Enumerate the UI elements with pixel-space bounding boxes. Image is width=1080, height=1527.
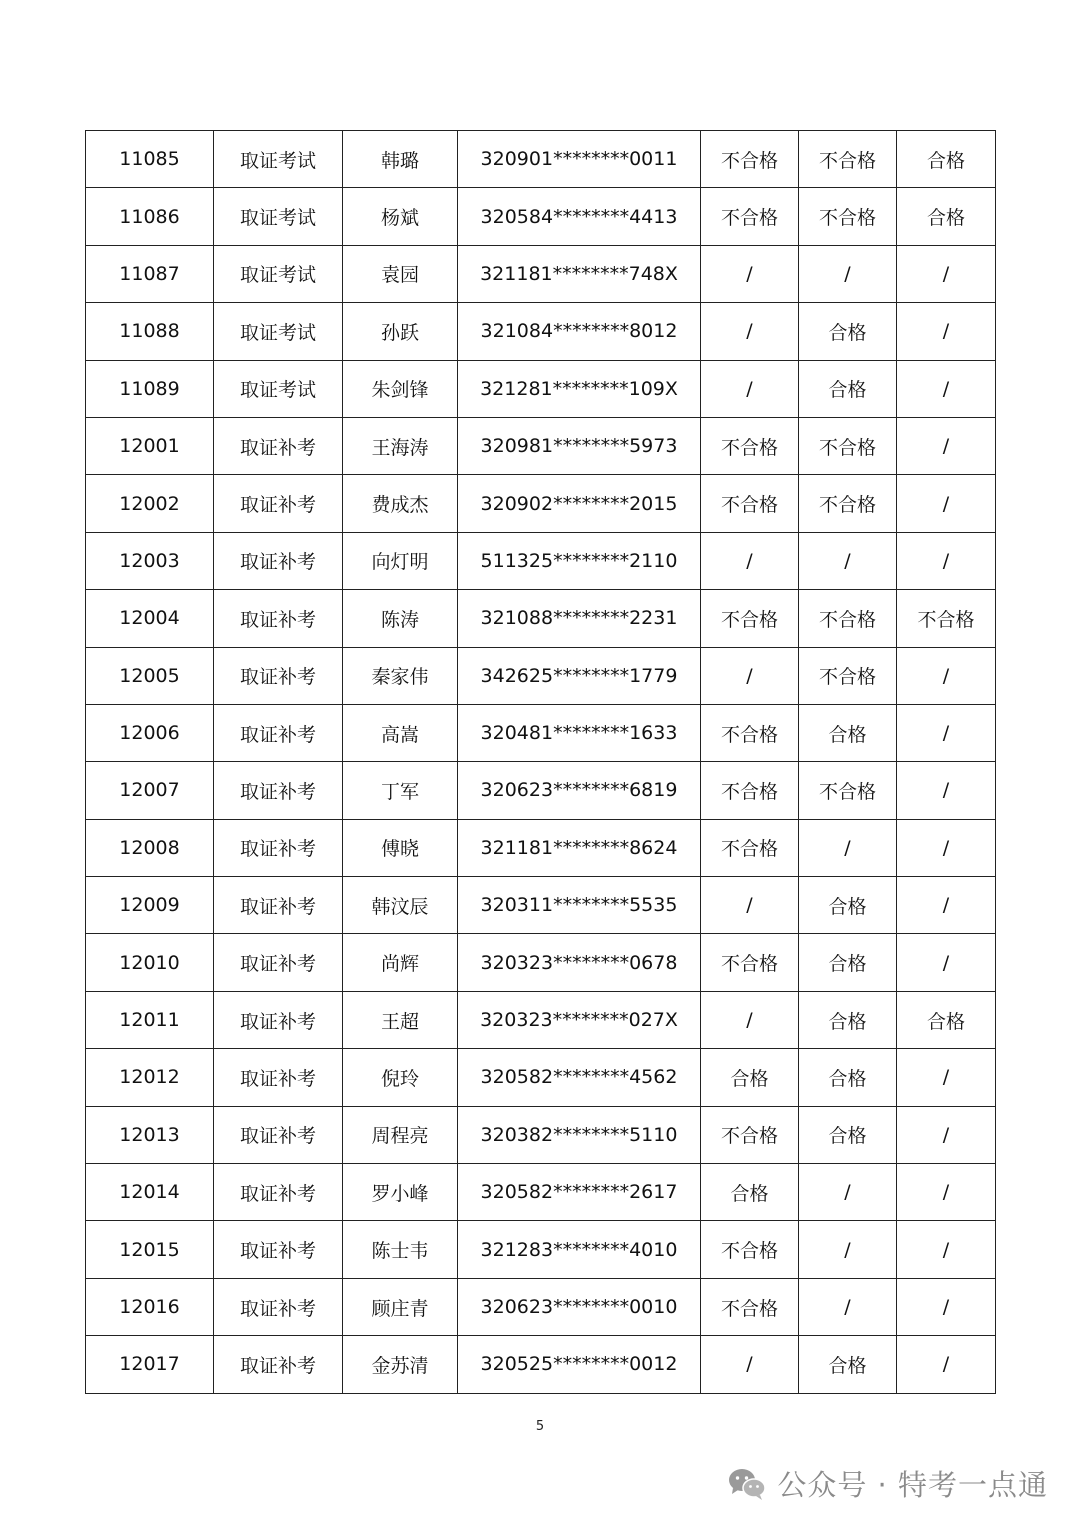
id-number-cell: 321084********8012 [458, 303, 701, 360]
id-number-cell: 320525********0012 [458, 1336, 701, 1393]
id-number-cell: 320981********5973 [458, 417, 701, 474]
name-cell: 金苏清 [343, 1336, 458, 1393]
table-row [86, 532, 996, 589]
table-row [86, 1336, 996, 1393]
exam-number-cell: 11085 [86, 131, 214, 188]
result-1-cell: 不合格 [701, 1221, 799, 1278]
result-3-cell: / [897, 360, 996, 417]
result-3-cell: 合格 [897, 188, 996, 245]
result-1-cell: 不合格 [701, 762, 799, 819]
result-3-cell: 不合格 [897, 590, 996, 647]
result-1-cell: 不合格 [701, 934, 799, 991]
wechat-icon [727, 1467, 767, 1501]
result-3-cell: / [897, 762, 996, 819]
id-number-cell: 320582********4562 [458, 1049, 701, 1106]
watermark [727, 1463, 1048, 1504]
exam-number-cell: 12015 [86, 1221, 214, 1278]
id-number-cell: 320382********5110 [458, 1106, 701, 1163]
result-3-cell: / [897, 934, 996, 991]
table-row [86, 303, 996, 360]
table-row [86, 590, 996, 647]
exam-type-cell: 取证补考 [214, 1336, 343, 1393]
result-2-cell: 不合格 [799, 647, 897, 704]
exam-type-cell: 取证补考 [214, 532, 343, 589]
result-2-cell: 合格 [799, 1049, 897, 1106]
exam-number-cell: 12009 [86, 877, 214, 934]
name-cell: 丁军 [343, 762, 458, 819]
result-2-cell: 合格 [799, 704, 897, 761]
exam-number-cell: 12007 [86, 762, 214, 819]
results-table-body [86, 131, 996, 1394]
result-1-cell: 不合格 [701, 188, 799, 245]
name-cell: 向灯明 [343, 532, 458, 589]
exam-type-cell: 取证补考 [214, 475, 343, 532]
result-3-cell: / [897, 1106, 996, 1163]
result-1-cell: / [701, 532, 799, 589]
exam-type-cell: 取证补考 [214, 1221, 343, 1278]
result-3-cell: / [897, 1221, 996, 1278]
table-row [86, 417, 996, 474]
table-row [86, 1278, 996, 1335]
exam-type-cell: 取证补考 [214, 704, 343, 761]
name-cell: 孙跃 [343, 303, 458, 360]
name-cell: 秦家伟 [343, 647, 458, 704]
id-number-cell: 321283********4010 [458, 1221, 701, 1278]
result-1-cell: 不合格 [701, 819, 799, 876]
result-3-cell: / [897, 303, 996, 360]
result-2-cell: 合格 [799, 934, 897, 991]
exam-type-cell: 取证补考 [214, 647, 343, 704]
id-number-cell: 320582********2617 [458, 1164, 701, 1221]
name-cell: 王海涛 [343, 417, 458, 474]
table-row [86, 877, 996, 934]
id-number-cell: 320481********1633 [458, 704, 701, 761]
result-2-cell: 不合格 [799, 590, 897, 647]
exam-type-cell: 取证补考 [214, 590, 343, 647]
exam-type-cell: 取证考试 [214, 303, 343, 360]
page-number: 5 [535, 1419, 545, 1434]
exam-type-cell: 取证考试 [214, 188, 343, 245]
result-3-cell: / [897, 1278, 996, 1335]
table-row [86, 704, 996, 761]
exam-number-cell: 12001 [86, 417, 214, 474]
result-2-cell: 不合格 [799, 417, 897, 474]
table-row [86, 762, 996, 819]
exam-type-cell: 取证考试 [214, 131, 343, 188]
exam-number-cell: 11088 [86, 303, 214, 360]
table-row [86, 934, 996, 991]
table-row [86, 245, 996, 302]
name-cell: 周程亮 [343, 1106, 458, 1163]
id-number-cell: 321181********748X [458, 245, 701, 302]
table-row [86, 360, 996, 417]
result-2-cell: 合格 [799, 991, 897, 1048]
id-number-cell: 321181********8624 [458, 819, 701, 876]
result-1-cell: 不合格 [701, 1278, 799, 1335]
result-2-cell: / [799, 1278, 897, 1335]
name-cell: 尚辉 [343, 934, 458, 991]
exam-number-cell: 12006 [86, 704, 214, 761]
name-cell: 袁园 [343, 245, 458, 302]
result-3-cell: / [897, 877, 996, 934]
result-1-cell: 不合格 [701, 1106, 799, 1163]
table-row [86, 819, 996, 876]
result-1-cell: 不合格 [701, 417, 799, 474]
results-table [85, 130, 996, 1394]
id-number-cell: 320902********2015 [458, 475, 701, 532]
name-cell: 顾庄青 [343, 1278, 458, 1335]
result-1-cell: 不合格 [701, 704, 799, 761]
result-2-cell: 不合格 [799, 188, 897, 245]
result-3-cell: / [897, 1049, 996, 1106]
exam-number-cell: 12016 [86, 1278, 214, 1335]
result-2-cell: / [799, 819, 897, 876]
table-row [86, 475, 996, 532]
id-number-cell: 320323********027X [458, 991, 701, 1048]
result-1-cell: / [701, 1336, 799, 1393]
result-2-cell: 合格 [799, 1336, 897, 1393]
result-3-cell: / [897, 1336, 996, 1393]
result-1-cell: 不合格 [701, 131, 799, 188]
exam-number-cell: 12010 [86, 934, 214, 991]
result-1-cell: / [701, 303, 799, 360]
result-3-cell: 合格 [897, 991, 996, 1048]
result-2-cell: 合格 [799, 360, 897, 417]
id-number-cell: 320623********6819 [458, 762, 701, 819]
result-1-cell: / [701, 991, 799, 1048]
exam-type-cell: 取证补考 [214, 819, 343, 876]
id-number-cell: 320323********0678 [458, 934, 701, 991]
result-3-cell: / [897, 417, 996, 474]
result-3-cell: / [897, 245, 996, 302]
exam-number-cell: 12011 [86, 991, 214, 1048]
exam-type-cell: 取证补考 [214, 1106, 343, 1163]
result-2-cell: / [799, 532, 897, 589]
name-cell: 倪玲 [343, 1049, 458, 1106]
name-cell: 高嵩 [343, 704, 458, 761]
watermark-text: 公众号 · 特考一点通 [777, 1468, 1048, 1502]
result-3-cell: / [897, 647, 996, 704]
exam-number-cell: 12014 [86, 1164, 214, 1221]
exam-number-cell: 11086 [86, 188, 214, 245]
result-2-cell: / [799, 245, 897, 302]
name-cell: 杨斌 [343, 188, 458, 245]
name-cell: 韩汶辰 [343, 877, 458, 934]
exam-number-cell: 12008 [86, 819, 214, 876]
exam-type-cell: 取证考试 [214, 245, 343, 302]
name-cell: 陈士韦 [343, 1221, 458, 1278]
result-2-cell: 合格 [799, 1106, 897, 1163]
result-1-cell: / [701, 360, 799, 417]
result-2-cell: 合格 [799, 877, 897, 934]
results-table-container [85, 130, 995, 1394]
id-number-cell: 321088********2231 [458, 590, 701, 647]
result-1-cell: 合格 [701, 1164, 799, 1221]
result-1-cell: 不合格 [701, 590, 799, 647]
name-cell: 陈涛 [343, 590, 458, 647]
id-number-cell: 320584********4413 [458, 188, 701, 245]
table-row [86, 1221, 996, 1278]
result-1-cell: / [701, 877, 799, 934]
exam-type-cell: 取证补考 [214, 934, 343, 991]
exam-type-cell: 取证补考 [214, 1278, 343, 1335]
exam-number-cell: 11087 [86, 245, 214, 302]
table-row [86, 991, 996, 1048]
result-2-cell: / [799, 1164, 897, 1221]
table-row [86, 1049, 996, 1106]
exam-type-cell: 取证考试 [214, 360, 343, 417]
exam-type-cell: 取证补考 [214, 1049, 343, 1106]
result-2-cell: 合格 [799, 303, 897, 360]
table-row [86, 1106, 996, 1163]
result-1-cell: / [701, 647, 799, 704]
result-2-cell: 不合格 [799, 475, 897, 532]
id-number-cell: 511325********2110 [458, 532, 701, 589]
id-number-cell: 321281********109X [458, 360, 701, 417]
name-cell: 王超 [343, 991, 458, 1048]
name-cell: 傅晓 [343, 819, 458, 876]
name-cell: 费成杰 [343, 475, 458, 532]
id-number-cell: 320311********5535 [458, 877, 701, 934]
exam-type-cell: 取证补考 [214, 762, 343, 819]
result-2-cell: 不合格 [799, 131, 897, 188]
exam-number-cell: 11089 [86, 360, 214, 417]
table-row [86, 1164, 996, 1221]
exam-type-cell: 取证补考 [214, 1164, 343, 1221]
table-row [86, 131, 996, 188]
name-cell: 罗小峰 [343, 1164, 458, 1221]
result-3-cell: / [897, 1164, 996, 1221]
exam-number-cell: 12012 [86, 1049, 214, 1106]
table-row [86, 188, 996, 245]
exam-number-cell: 12002 [86, 475, 214, 532]
id-number-cell: 342625********1779 [458, 647, 701, 704]
table-row [86, 647, 996, 704]
id-number-cell: 320901********0011 [458, 131, 701, 188]
result-1-cell: 合格 [701, 1049, 799, 1106]
result-3-cell: / [897, 704, 996, 761]
result-1-cell: / [701, 245, 799, 302]
result-1-cell: 不合格 [701, 475, 799, 532]
result-2-cell: / [799, 1221, 897, 1278]
result-3-cell: / [897, 532, 996, 589]
result-3-cell: 合格 [897, 131, 996, 188]
exam-type-cell: 取证补考 [214, 991, 343, 1048]
exam-number-cell: 12005 [86, 647, 214, 704]
result-2-cell: 不合格 [799, 762, 897, 819]
id-number-cell: 320623********0010 [458, 1278, 701, 1335]
result-3-cell: / [897, 819, 996, 876]
exam-number-cell: 12003 [86, 532, 214, 589]
exam-type-cell: 取证补考 [214, 877, 343, 934]
exam-type-cell: 取证补考 [214, 417, 343, 474]
name-cell: 韩璐 [343, 131, 458, 188]
exam-number-cell: 12004 [86, 590, 214, 647]
name-cell: 朱剑锋 [343, 360, 458, 417]
exam-number-cell: 12017 [86, 1336, 214, 1393]
result-3-cell: / [897, 475, 996, 532]
exam-number-cell: 12013 [86, 1106, 214, 1163]
